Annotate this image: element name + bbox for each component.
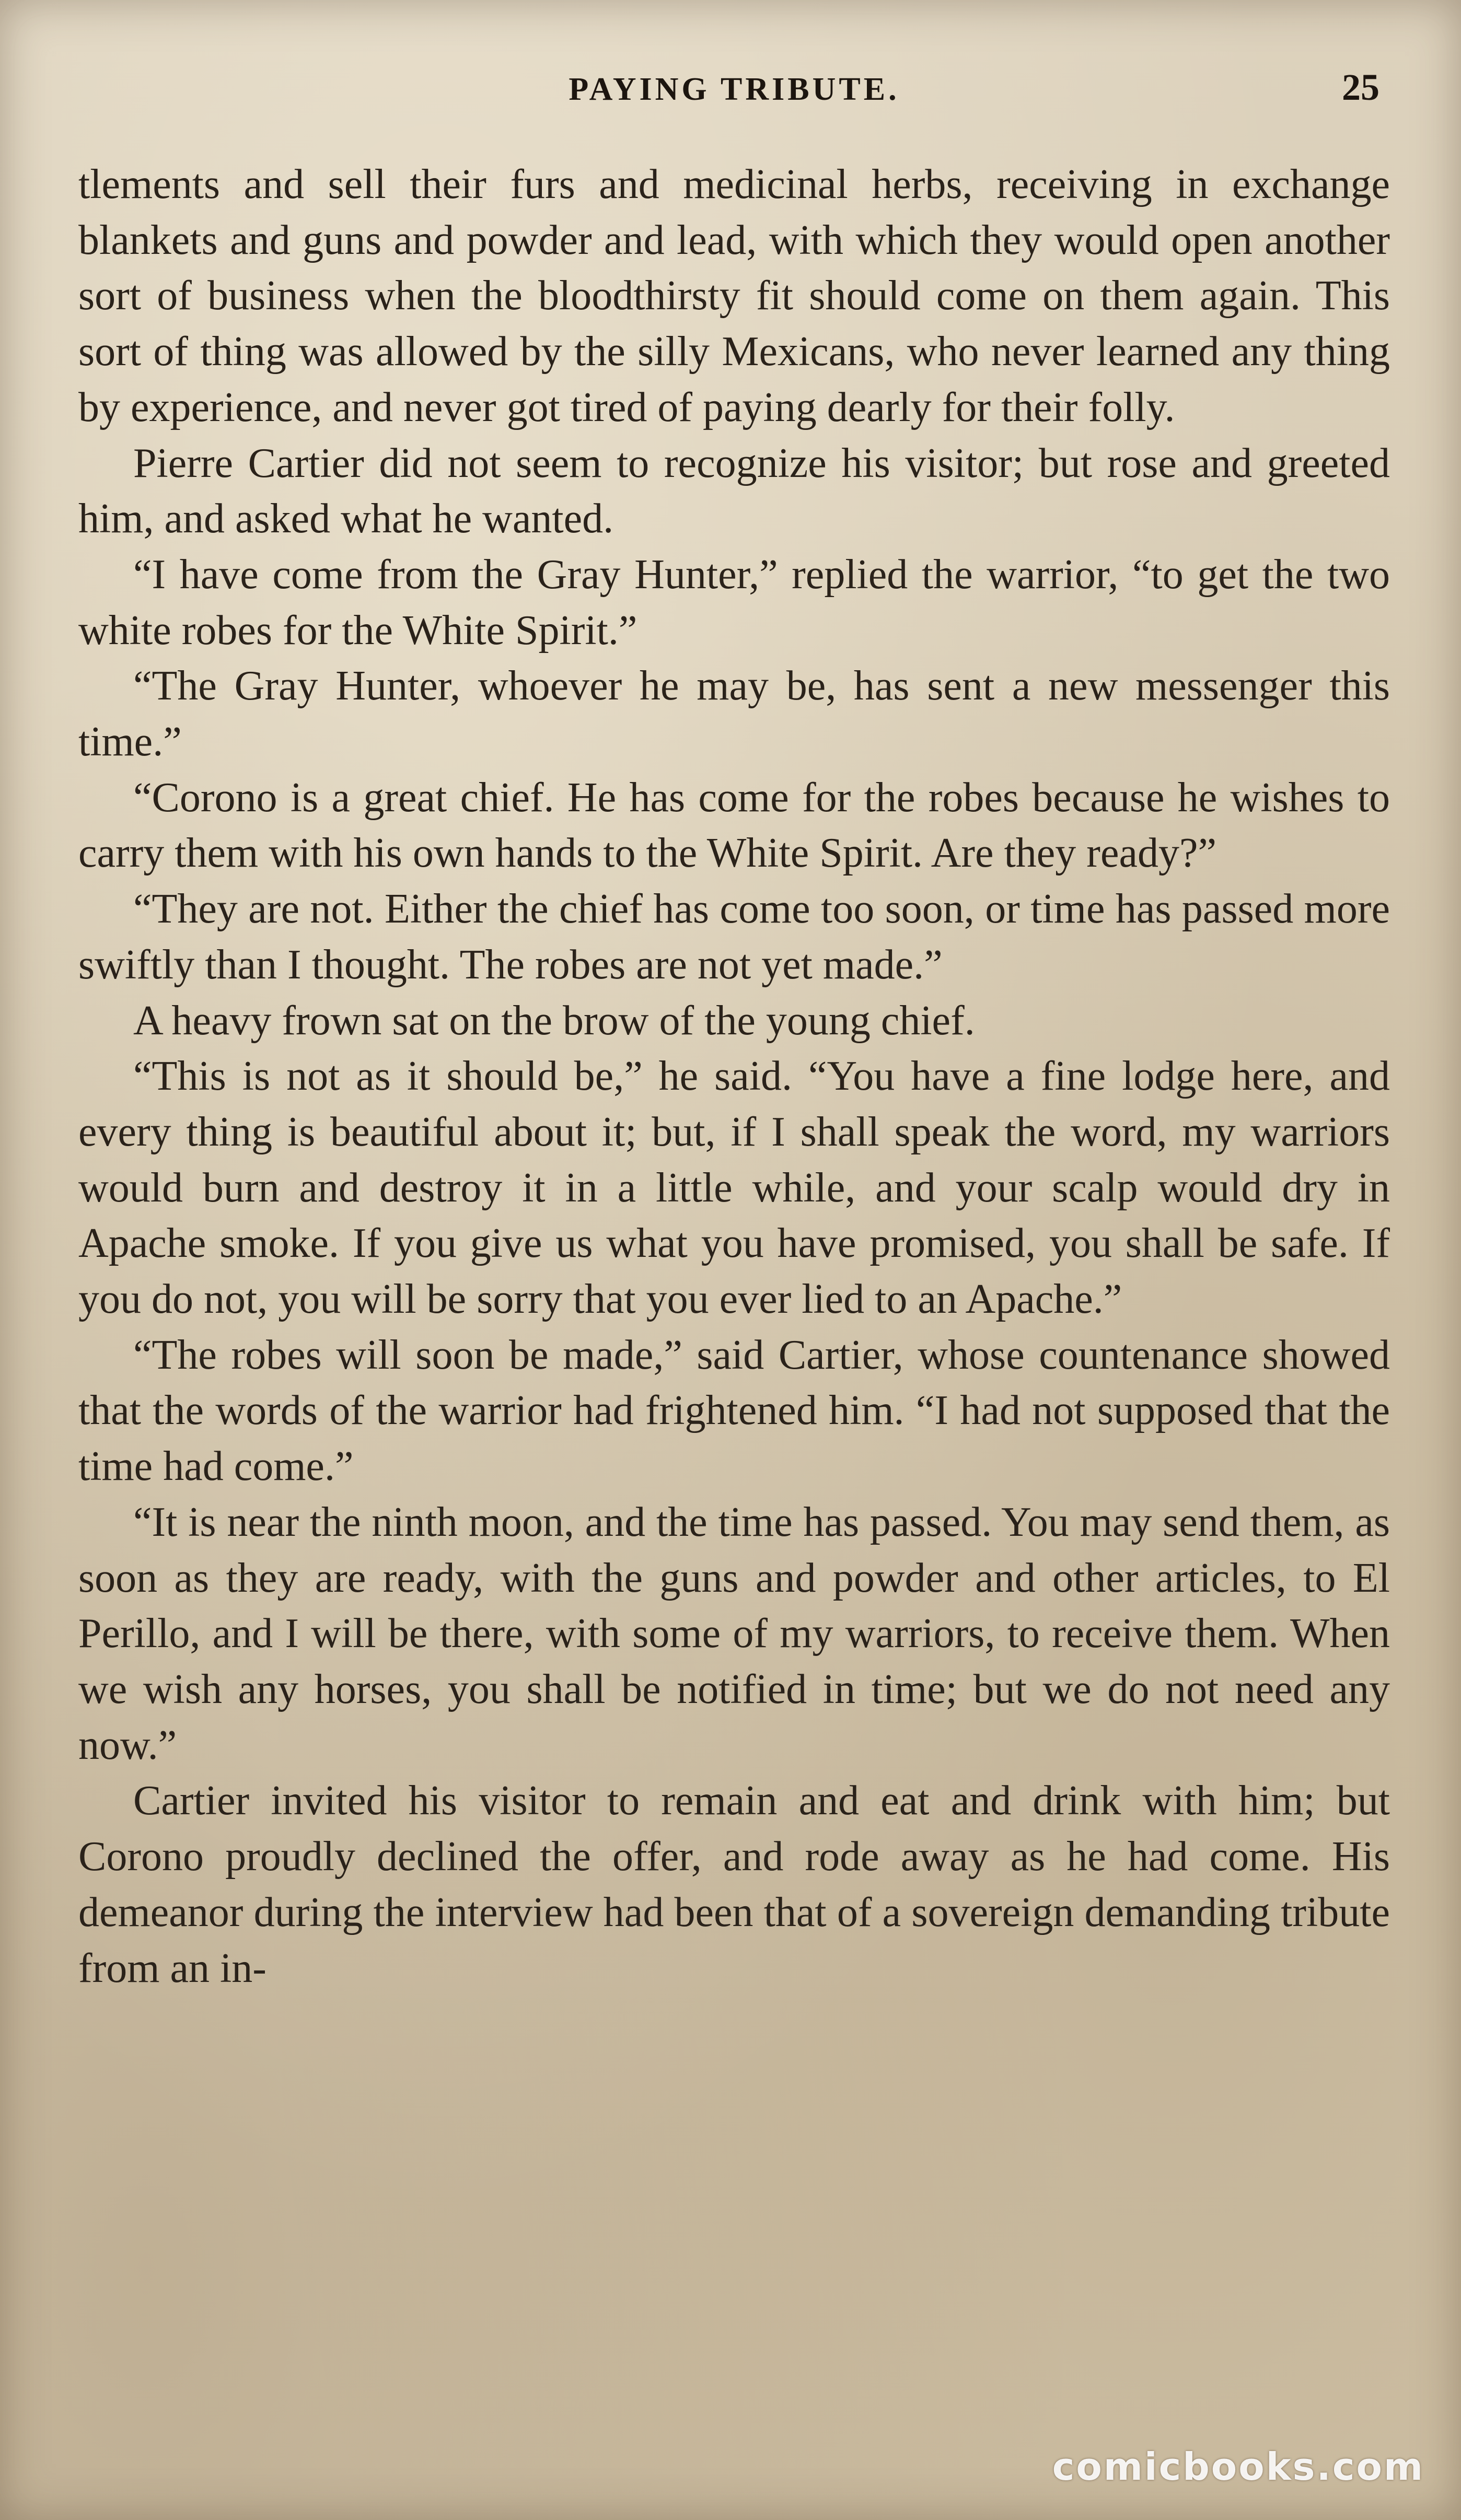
paragraph-5: “Corono is a great chief. He has come for the robes because he wishes to carry them with his own hands to the White Spirit. Are they ready?”	[78, 774, 1390, 877]
paragraph-3: “I have come from the Gray Hunter,” replied the warrior, “to get the two white robes for the White Spirit.”	[78, 551, 1390, 654]
page-header	[78, 62, 1390, 124]
paragraph-7: A heavy frown sat on the brow of the young chief.	[133, 997, 975, 1044]
paragraph-6: “They are not. Either the chief has come too soon, or time has passed more swiftly than I thought. The robes are not yet made.”	[78, 886, 1390, 988]
paragraph-8: “This is not as it should be,” he said. “You have a fine lodge here, and every thing is beautiful about it; but, if I shall speak the word, my warriors would burn and destroy it in a little while, and your scalp would dry in Apache smoke. If you give us what you have promised, you shall be safe. If you do not, you will be sorry that you ever lied to an Apache.”	[78, 1053, 1390, 1323]
paragraph-11: Cartier invited his visitor to remain and eat and drink with him; but Corono proudly declined the offer, and rode away as he had come. His demeanor during the interview had been that of a sovereign demanding tribute from an in-	[78, 1778, 1390, 1991]
page-number: 25	[1342, 66, 1379, 108]
watermark: comicbooks.com	[1052, 2445, 1424, 2489]
paragraph-4: “The Gray Hunter, whoever he may be, has sent a new messenger this time.”	[78, 663, 1390, 765]
paragraph-9: “The robes will soon be made,” said Cartier, whose countenance showed that the words of the warrior had frightened him. “I had not supposed that the time had come.”	[78, 1332, 1390, 1490]
body-text	[78, 157, 1390, 1996]
paragraph-2: Pierre Cartier did not seem to recognize his visitor; but rose and greeted him, and asked what he wanted.	[78, 440, 1390, 542]
paragraph-10: “It is near the ninth moon, and the time has passed. You may send them, as soon as they are ready, with the guns and powder and other articles, to El Perillo, and I will be there, with some of my warriors, to receive them. When we wish any horses, you shall be notified in time; but we do not need any now.”	[78, 1499, 1390, 1768]
running-head: PAYING TRIBUTE.	[569, 72, 900, 107]
paragraph-1: tlements and sell their furs and medicinal herbs, receiving in exchange blankets and guns and powder and lead, with which they would open another sort of business when the bloodthirsty fit should come on them again. This sort of thing was allowed by the silly Mexicans, who never learned any thing by experience, and never got tired of paying dearly for their folly.	[78, 161, 1390, 430]
